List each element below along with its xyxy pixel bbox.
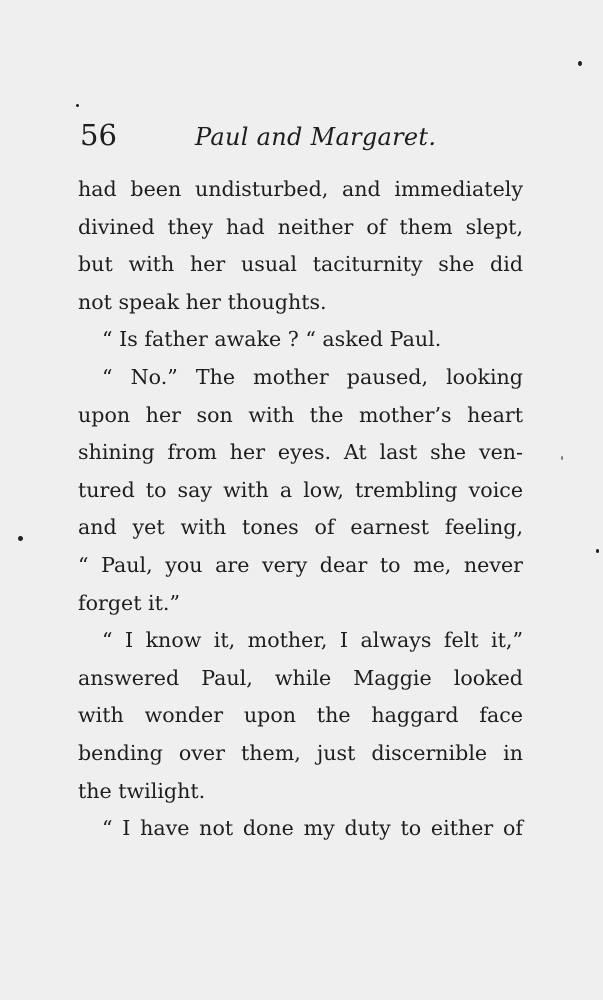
text-line: tured to say with a low, trembling voice [78,477,523,502]
ink-speck [18,536,23,541]
ink-speck [76,104,79,107]
text-line: “ I know it, mother, I always felt it,” [102,628,523,653]
ink-speck [561,456,563,460]
page-number: 56 [80,118,117,152]
text-line: upon her son with the mother’s heart [78,402,523,427]
text-line: the twilight. [78,778,206,803]
page-header [80,112,520,162]
text-line: bending over them, just discernible in [78,740,523,765]
text-line: “ Paul, you are very dear to me, never [78,552,523,577]
running-title: Paul and Margaret. [195,123,437,151]
text-line: shining from her eyes. At last she ven- [78,440,523,465]
text-line: but with her usual taciturnity she did [78,252,523,277]
text-line: and yet with tones of earnest feeling, [78,515,523,540]
text-line: not speak her thoughts. [78,289,327,314]
text-line: with wonder upon the haggard face [78,703,523,728]
text-line: “ Is father awake ? “ asked Paul. [102,327,442,352]
text-line: forget it.” [78,590,180,615]
text-line: divined they had neither of them slept, [78,214,523,239]
text-line: “ I have not done my duty to either of [102,816,523,841]
text-line: answered Paul, while Maggie looked [78,665,523,690]
body-text [78,171,523,848]
text-line: had been undisturbed, and immediately [78,177,523,201]
ink-speck [596,549,599,553]
text-line: “ No.” The mother paused, looking [102,364,523,389]
ink-speck [578,61,582,66]
